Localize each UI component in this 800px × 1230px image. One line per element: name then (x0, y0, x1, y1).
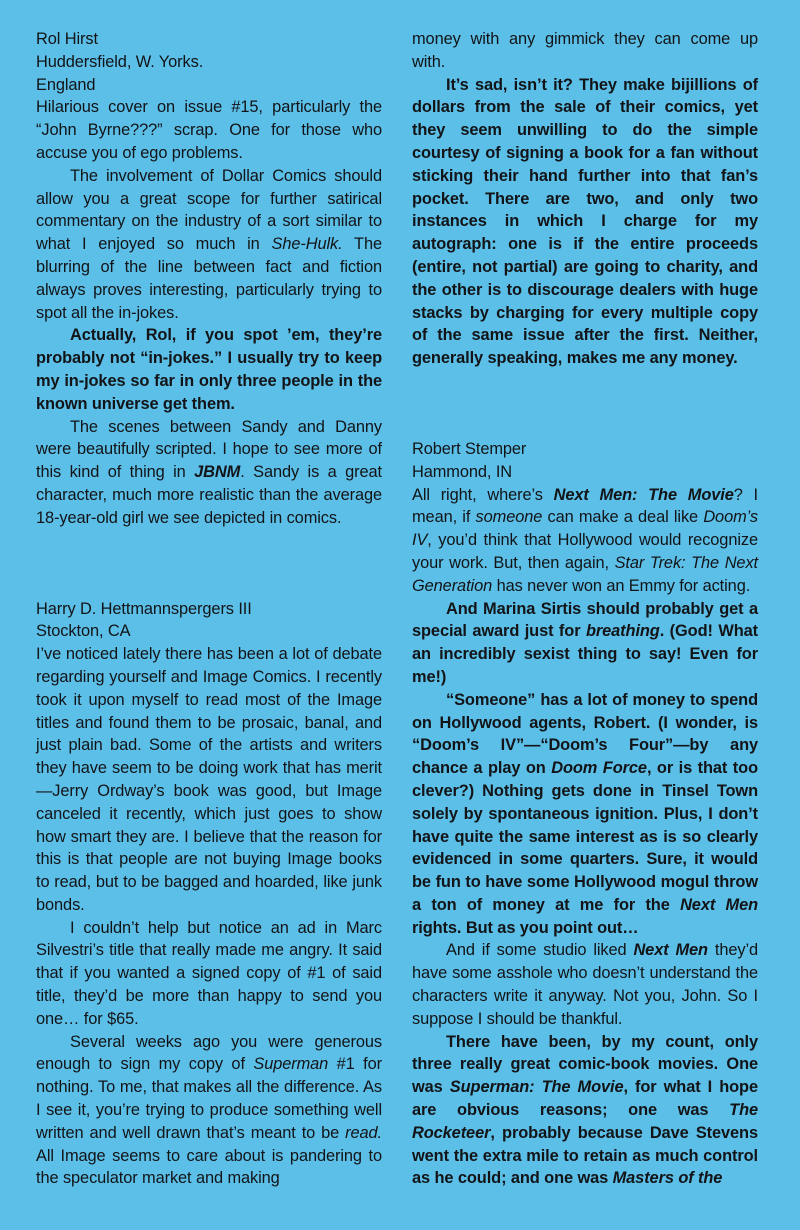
letter-paragraph: The involvement of Dollar Comics should allow you a great scope for further satirical commentary on the industry of a sort similar to what I enjoyed so much in She-Hulk. The blurring of the line between fact and fiction always proves interesting, particularly trying to spot all the in-jokes. (36, 166, 382, 322)
letter-paragraph: All right, where’s Next Men: The Movie? I mean, if someone can make a deal like Doom’s IV, you’d think that Hollywood would recognize your work. But, then again, Star Trek: The Next Generation has never won an Emmy for acting. (412, 485, 758, 595)
title-superman: Superman (253, 1055, 329, 1074)
letter-author-name: Harry D. Hettmannspergers III (36, 599, 252, 618)
letter-paragraph-continued: money with any gimmick they can come up with. (412, 30, 758, 71)
letter-robert-stemper (412, 438, 758, 1190)
letter-author-name: Robert Stemper (412, 439, 527, 458)
letter-paragraph: I’ve noticed lately there has been a lot of debate regarding yourself and Image Comics. I recently took it upon myself to read most of the Image titles and found them to be prosaic, banal, and just plain bad. Some of the artists and writers they have seem to be doing work that has merit—Jerry Ordway’s book was good, but Image canceled it recently, which just goes to show how smart they are. I believe that the reason for this is that people are not buying Image books to read, but to be bagged and hoarded, like junk bonds. (36, 645, 382, 914)
letter-paragraph: And if some studio liked Next Men they’d have some asshole who doesn’t understand the characters write it anyway. Not you, John. So I suppose I should be thankful. (412, 941, 759, 1028)
letter-author-city: Stockton, CA (36, 622, 131, 641)
letter-paragraph: Several weeks ago you were generous enough to sign my copy of Superman #1 for nothing. To me, that makes all the difference. As I see it, you’re trying to produce something well written and well drawn that’s meant to be read. All Image seems to care about is pandering to the speculator market and making (36, 1032, 382, 1188)
letter-author-country: England (36, 75, 96, 94)
letter-author-name: Rol Hirst (36, 30, 98, 48)
letter-harry-hettmannspergers (36, 598, 382, 1191)
letter-paragraph: The scenes between Sandy and Danny were beautifully scripted. I hope to see more of this kind of thing in JBNM. Sandy is a great character, much more realistic than the average 18-year-old girl we see depicted in comics. (36, 417, 382, 527)
editor-reply: Actually, Rol, if you spot ’em, they’re probably not “in-jokes.” I usually try to keep my in-jokes so far in only three people in the known universe get them. (36, 326, 382, 413)
letter-author-city: Huddersfield, W. Yorks. (36, 52, 204, 71)
right-column (412, 28, 758, 1190)
editor-reply: “Someone” has a lot of money to spend on Hollywood agents, Robert. (I wonder, is “Doom’s IV”—“Doom’s Four”—by any chance a play on Doom Force, or is that too clever?) Nothing gets done in Tinsel Town solely by spontaneous ignition. Plus, I don’t have quite the same interest as is so clearly evidenced in some quarters. Sure, it would be fun to have some Hollywood mogul throw a ton of money at me for the Next Men rights. But as you point out… (412, 690, 758, 937)
letter-paragraph: Hilarious cover on issue #15, particularly the “John Byrne???” scrap. One for those who accuse you of ego problems. (36, 98, 382, 162)
letter-paragraph: I couldn’t help but notice an ad in Marc Silvestri’s title that really made me angry. It said that if you wanted a signed copy of #1 of said title, they’d be more than happy to send you one… for $65. (36, 918, 382, 1028)
editor-reply: There have been, by my count, only three really great comic-book movies. One was Superman: The Movie, for what I hope are obvious reasons; one was The Rocketeer, probably because Dave Stevens went the extra mile to retain as much control as he could; and one was Masters of the (412, 1032, 758, 1188)
letter-author-city: Hammond, IN (412, 462, 513, 481)
letter-rol-hirst (36, 28, 382, 530)
title-she-hulk: She-Hulk. (271, 235, 343, 254)
title-jbnm: JBNM (194, 463, 241, 482)
editor-reply: It’s sad, isn’t it? They make bijillions of dollars from the sale of their comics, yet they seem unwilling to do the simple courtesy of signing a book for a fan without sticking their hand further into that fan’s pocket. There are two, and only two instances in which I charge for my autograph: one is if the entire proceeds (entire, not partial) are going to charity, and the other is to discourage dealers with huge stacks by charging for every multiple copy of the same issue after the first. Neither, generally speaking, makes me any money. (412, 75, 758, 368)
editor-reply: And Marina Sirtis should probably get a special award just for breathing. (God! What an incredibly sexist thing to say! Even for me!) (412, 599, 758, 686)
left-column (36, 28, 382, 1190)
